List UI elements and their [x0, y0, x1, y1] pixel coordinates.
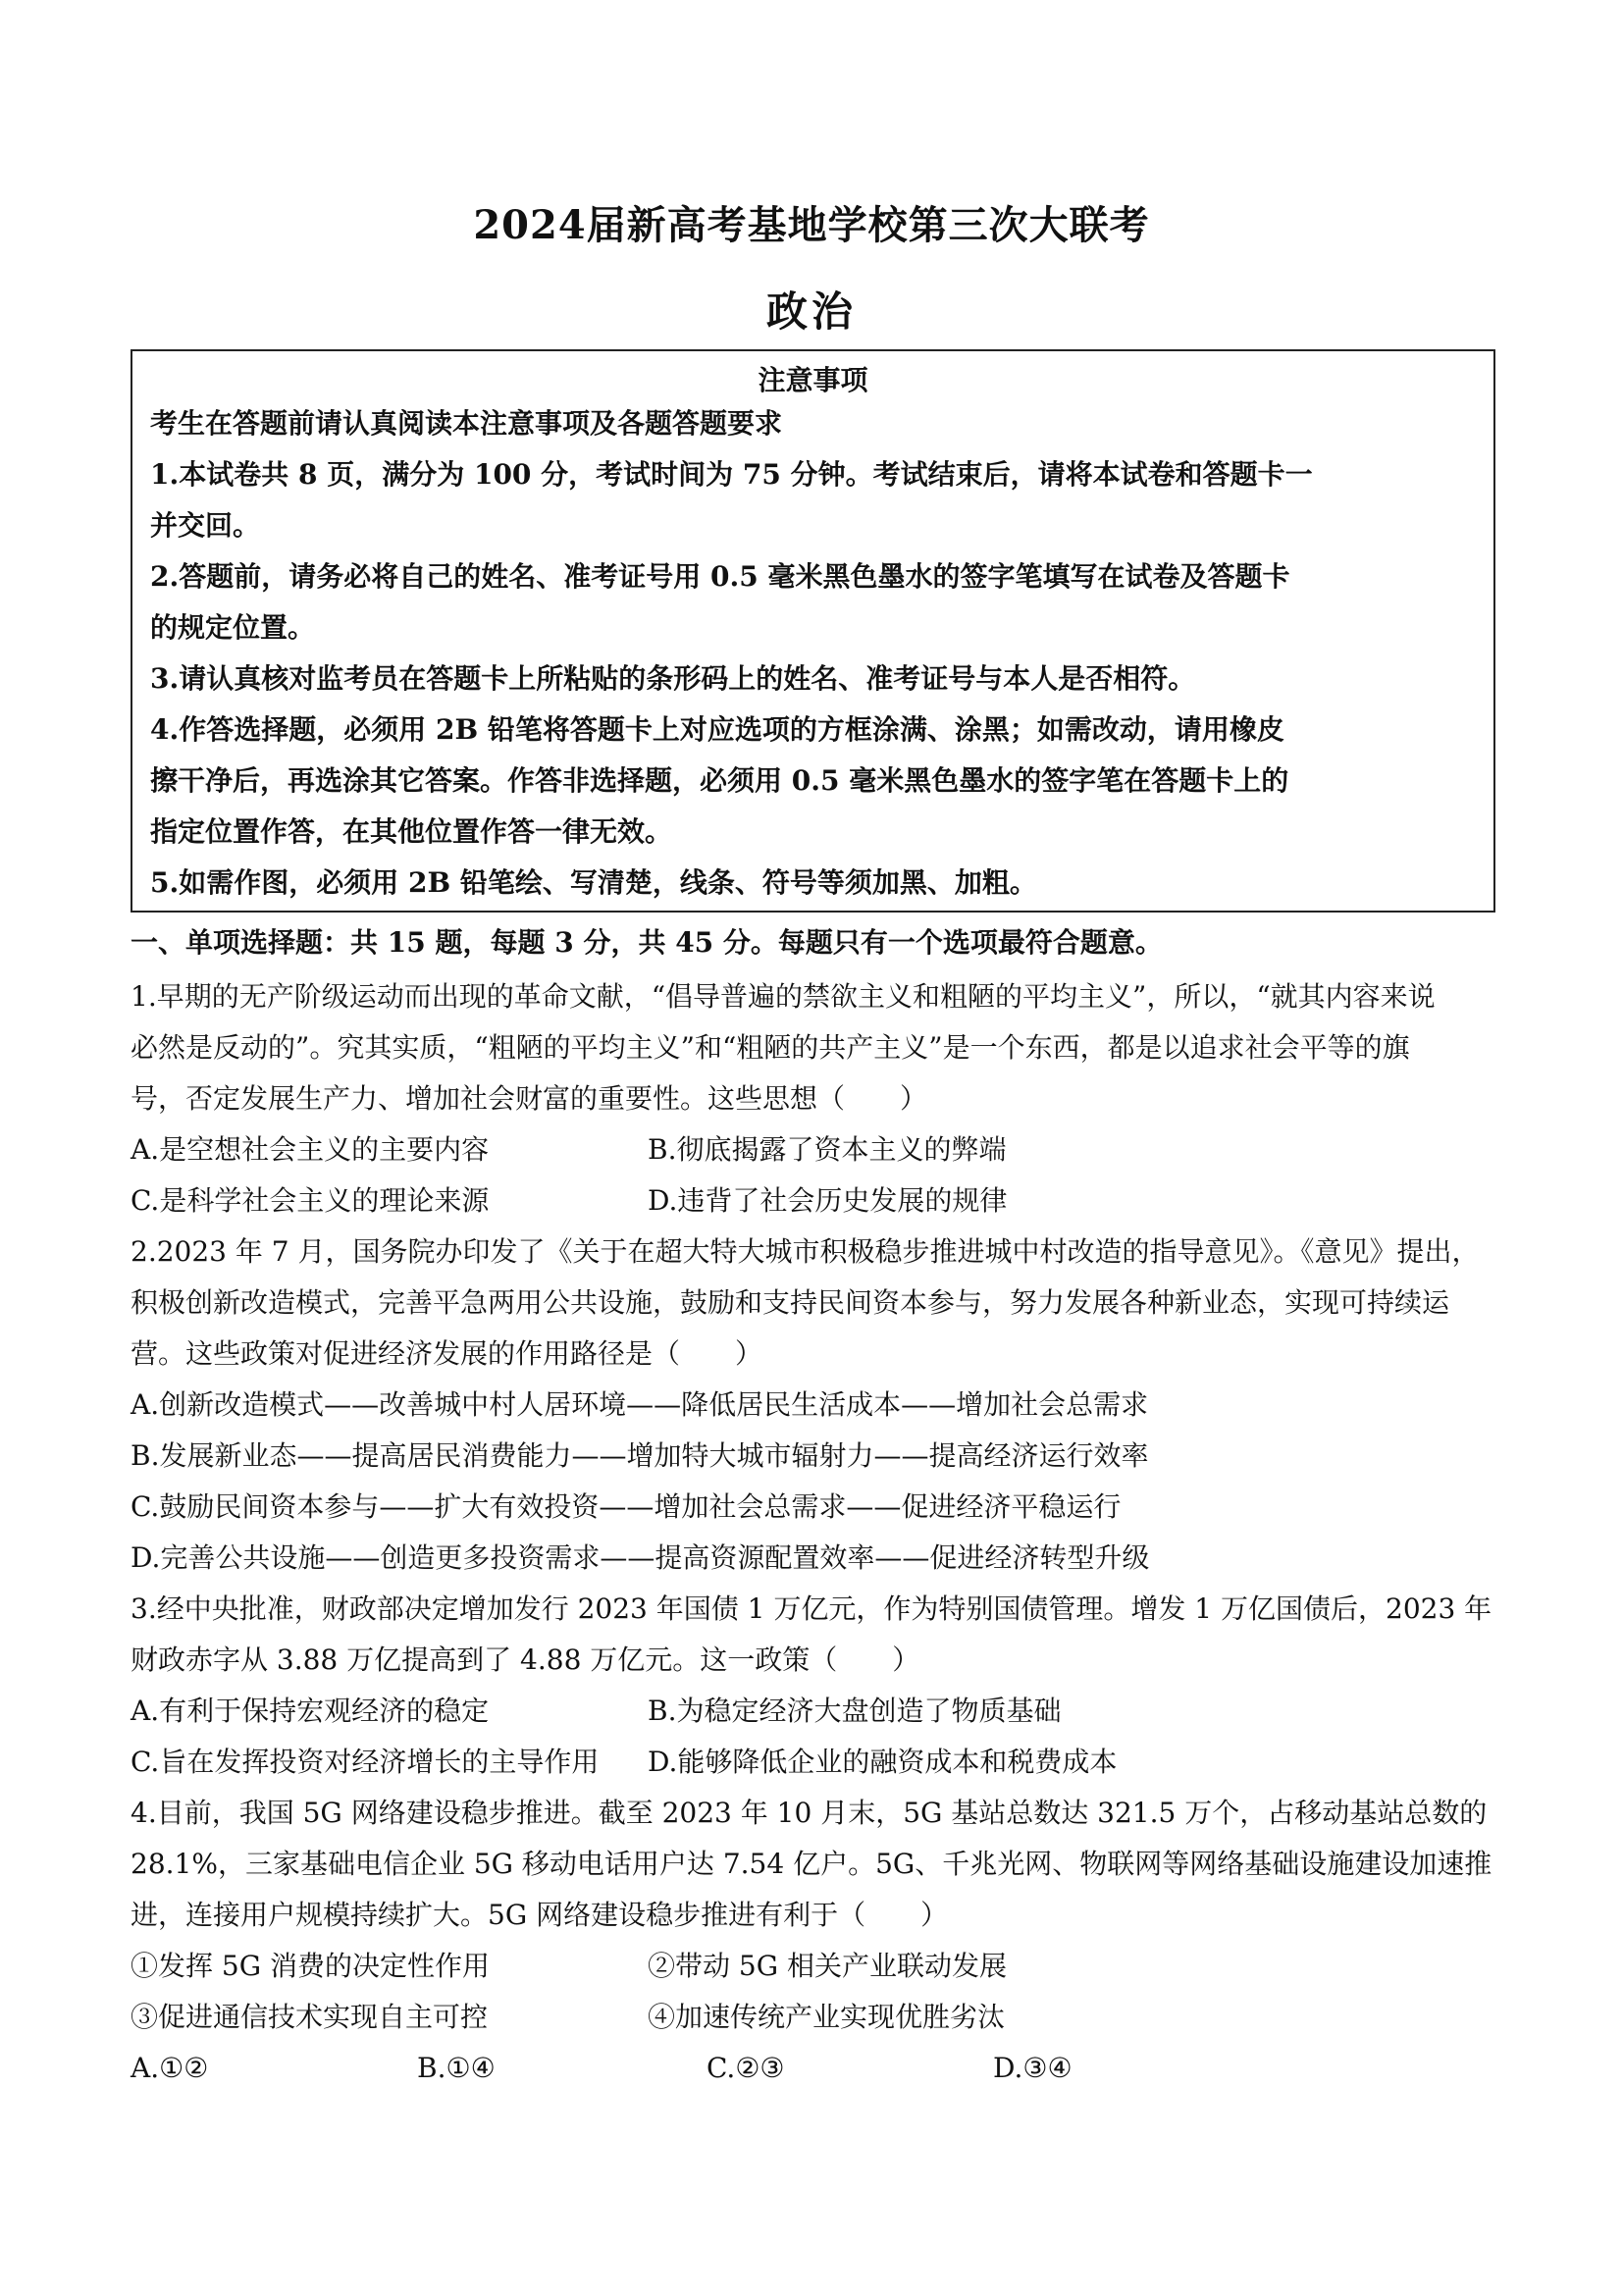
- question-2-option-a: A.创新改造模式——改善城中村人居环境——降低居民生活成本——增加社会总需求: [131, 1388, 1149, 1421]
- question-3-option-b: B.为稳定经济大盘创造了物质基础: [648, 1695, 1062, 1727]
- question-2-option-b: B.发展新业态——提高居民消费能力——增加特大城市辐射力——提高经济运行效率: [131, 1439, 1149, 1472]
- question-4-item-2: ②带动 5G 相关产业联动发展: [648, 1950, 1007, 1982]
- notice-box: [131, 349, 1495, 913]
- question-4-option-d: D.③④: [993, 2052, 1073, 2084]
- question-4-item-4: ④加速传统产业实现优胜劣汰: [648, 2001, 1006, 2033]
- question-4-option-a: A.①②: [131, 2052, 209, 2084]
- question-4-stem-line: 进，连接用户规模持续扩大。5G 网络建设稳步推进有利于（ ）: [131, 1899, 949, 1931]
- question-3-stem-line: 财政赤字从 3.88 万亿提高到了 4.88 万亿元。这一政策（ ）: [131, 1644, 920, 1676]
- notice-line: 1.本试卷共 8 页，满分为 100 分，考试时间为 75 分钟。考试结束后，请将本试卷和答题卡一: [150, 458, 1313, 491]
- question-2-stem-line: 营。这些政策对促进经济发展的作用路径是（ ）: [131, 1337, 763, 1370]
- question-2-stem-line: 2.2023 年 7 月，国务院办印发了《关于在超大特大城市积极稳步推进城中村改造的指导意见》。《意见》提出，: [131, 1235, 1480, 1268]
- question-1-option-a: A.是空想社会主义的主要内容: [131, 1133, 490, 1166]
- question-1-stem-line: 号，否定发展生产力、增加社会财富的重要性。这些思想（ ）: [131, 1082, 928, 1115]
- question-4-option-b: B.①④: [417, 2052, 496, 2084]
- question-3-option-d: D.能够降低企业的融资成本和税费成本: [648, 1746, 1118, 1778]
- question-1-option-b: B.彻底揭露了资本主义的弊端: [648, 1133, 1007, 1166]
- notice-line: 并交回。: [150, 509, 261, 542]
- question-3-option-a: A.有利于保持宏观经济的稳定: [131, 1695, 490, 1727]
- question-1-option-d: D.违背了社会历史发展的规律: [648, 1184, 1008, 1217]
- notice-line: 的规定位置。: [150, 611, 316, 644]
- question-3-option-c: C.旨在发挥投资对经济增长的主导作用: [131, 1746, 600, 1778]
- exam-title: 2024届新高考基地学校第三次大联考: [473, 202, 1150, 248]
- notice-line: 3.请认真核对监考员在答题卡上所粘贴的条形码上的姓名、准考证号与本人是否相符。: [150, 662, 1196, 695]
- notice-line: 指定位置作答，在其他位置作答一律无效。: [150, 815, 673, 848]
- question-2-option-c: C.鼓励民间资本参与——扩大有效投资——增加社会总需求——促进经济平稳运行: [131, 1490, 1122, 1523]
- question-2-option-d: D.完善公共设施——创造更多投资需求——提高资源配置效率——促进经济转型升级: [131, 1541, 1150, 1574]
- notice-line: 考生在答题前请认真阅读本注意事项及各题答题要求: [150, 407, 783, 440]
- notice-line: 2.答题前，请务必将自己的姓名、准考证号用 0.5 毫米黑色墨水的签字笔填写在试卷及答题卡: [150, 560, 1290, 593]
- question-3-stem-line: 3.经中央批准，财政部决定增加发行 2023 年国债 1 万亿元，作为特别国债管理。增发 1 万亿国债后，2023 年: [131, 1592, 1492, 1625]
- notice-line: 擦干净后，再选涂其它答案。作答非选择题，必须用 0.5 毫米黑色墨水的签字笔在答题卡上的: [150, 764, 1289, 797]
- notice-line: 5.如需作图，必须用 2B 铅笔绘、写清楚，线条、符号等须加黑、加粗。: [150, 866, 1037, 899]
- notice-line: 4.作答选择题，必须用 2B 铅笔将答题卡上对应选项的方框涂满、涂黑；如需改动，请用橡皮: [150, 713, 1284, 746]
- question-4-stem-line: 4.目前，我国 5G 网络建设稳步推进。截至 2023 年 10 月末，5G 基站总数达 321.5 万个，占移动基站总数的: [131, 1797, 1488, 1829]
- question-4-item-1: ①发挥 5G 消费的决定性作用: [131, 1950, 490, 1982]
- notice-heading: 注意事项: [758, 364, 868, 396]
- section-heading: 一、单项选择题：共 15 题，每题 3 分，共 45 分。每题只有一个选项最符合题意。: [131, 926, 1163, 959]
- subject-title: 政治: [765, 287, 857, 336]
- question-1-option-c: C.是科学社会主义的理论来源: [131, 1184, 490, 1217]
- question-2-stem-line: 积极创新改造模式，完善平急两用公共设施，鼓励和支持民间资本参与，努力发展各种新业态，实现可持续运: [131, 1286, 1450, 1319]
- question-4-item-3: ③促进通信技术实现自主可控: [131, 2001, 489, 2033]
- question-1-stem-line: 必然是反动的”。究其实质，“粗陋的平均主义”和“粗陋的共产主义”是一个东西，都是以追求社会平等的旗: [131, 1031, 1410, 1064]
- question-4-stem-line: 28.1%，三家基础电信企业 5G 移动电话用户达 7.54 亿户。5G、千兆光网、物联网等网络基础设施建设加速推: [131, 1848, 1492, 1880]
- question-4-option-c: C.②③: [707, 2052, 785, 2084]
- question-1-stem-line: 1.早期的无产阶级运动而出现的革命文献，“倡导普遍的禁欲主义和粗陋的平均主义”，所以，“就其内容来说: [131, 980, 1436, 1013]
